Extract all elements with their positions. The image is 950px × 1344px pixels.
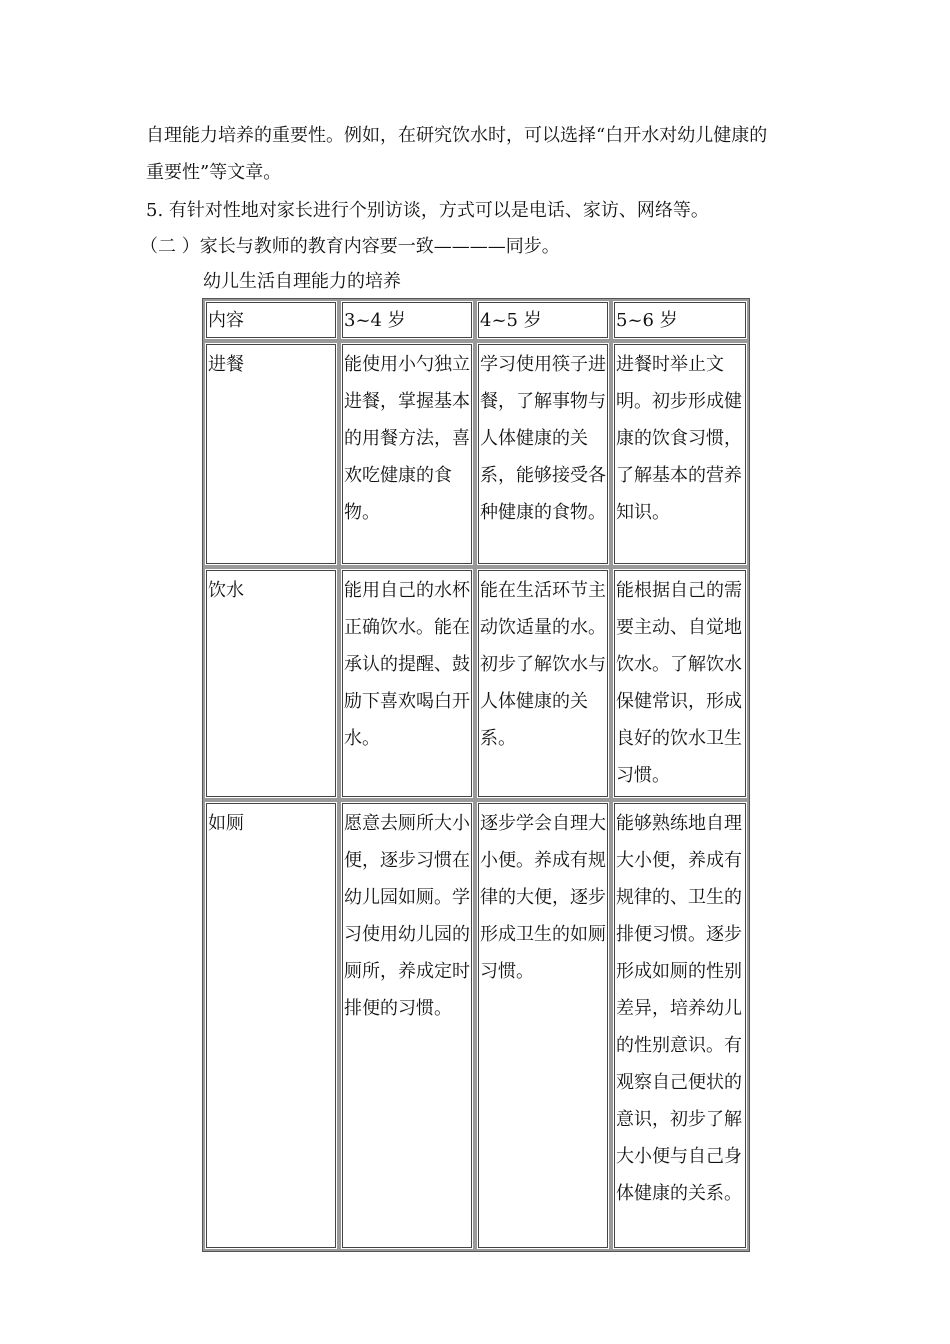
table-cell: 能够熟练地自理大小便，养成有规律的、卫生的排便习惯。逐步形成如厕的性别差异，培养幼儿的性别意识。有观察自己便状的意识，初步了解大小便与自己身体健康的关系。 [611,800,749,1251]
table-cell: 学习使用筷子进餐，了解事物与人体健康的关系，能够接受各种健康的食物。 [475,341,611,567]
table-header-row [203,299,749,341]
body-paragraph: 自理能力培养的重要性。例如，在研究饮水时，可以选择“白开水对幼儿健康的 [146,125,768,146]
table-cell: 愿意去厕所大小便，逐步习惯在幼儿园如厕。学习使用幼儿园的厕所，养成定时排便的习惯。 [339,800,475,1251]
row-item-label: 进餐 [203,341,339,567]
row-item-label: 饮水 [203,567,339,800]
numbered-paragraph: 5. 有针对性地对家长进行个别访谈，方式可以是电话、家访、网络等。 [146,200,709,221]
table-cell: 能在生活环节主动饮适量的水。初步了解饮水与人体健康的关系。 [475,567,611,800]
section-heading: （二 ）家长与教师的教育内容要一致————同步。 [140,236,560,257]
body-paragraph: 重要性”等文章。 [146,162,282,183]
table-row [203,341,749,567]
header-content: 内容 [203,299,339,341]
table-cell: 进餐时举止文明。初步形成健康的饮食习惯，了解基本的营养知识。 [611,341,749,567]
table-cell: 逐步学会自理大小便。养成有规律的大便，逐步形成卫生的如厕习惯。 [475,800,611,1251]
row-item-label: 如厕 [203,800,339,1251]
self-care-skills-table [202,298,750,1252]
table-caption: 幼儿生活自理能力的培养 [203,271,401,292]
header-age-4-5: 4~5 岁 [475,299,611,341]
table-row [203,567,749,800]
table-cell: 能用自己的水杯正确饮水。能在承认的提醒、鼓励下喜欢喝白开水。 [339,567,475,800]
header-age-5-6: 5~6 岁 [611,299,749,341]
header-age-3-4: 3~4 岁 [339,299,475,341]
table-cell: 能根据自己的需要主动、自觉地饮水。了解饮水保健常识，形成良好的饮水卫生习惯。 [611,567,749,800]
table-row [203,800,749,1251]
table-cell: 能使用小勺独立进餐，掌握基本的用餐方法，喜欢吃健康的食物。 [339,341,475,567]
